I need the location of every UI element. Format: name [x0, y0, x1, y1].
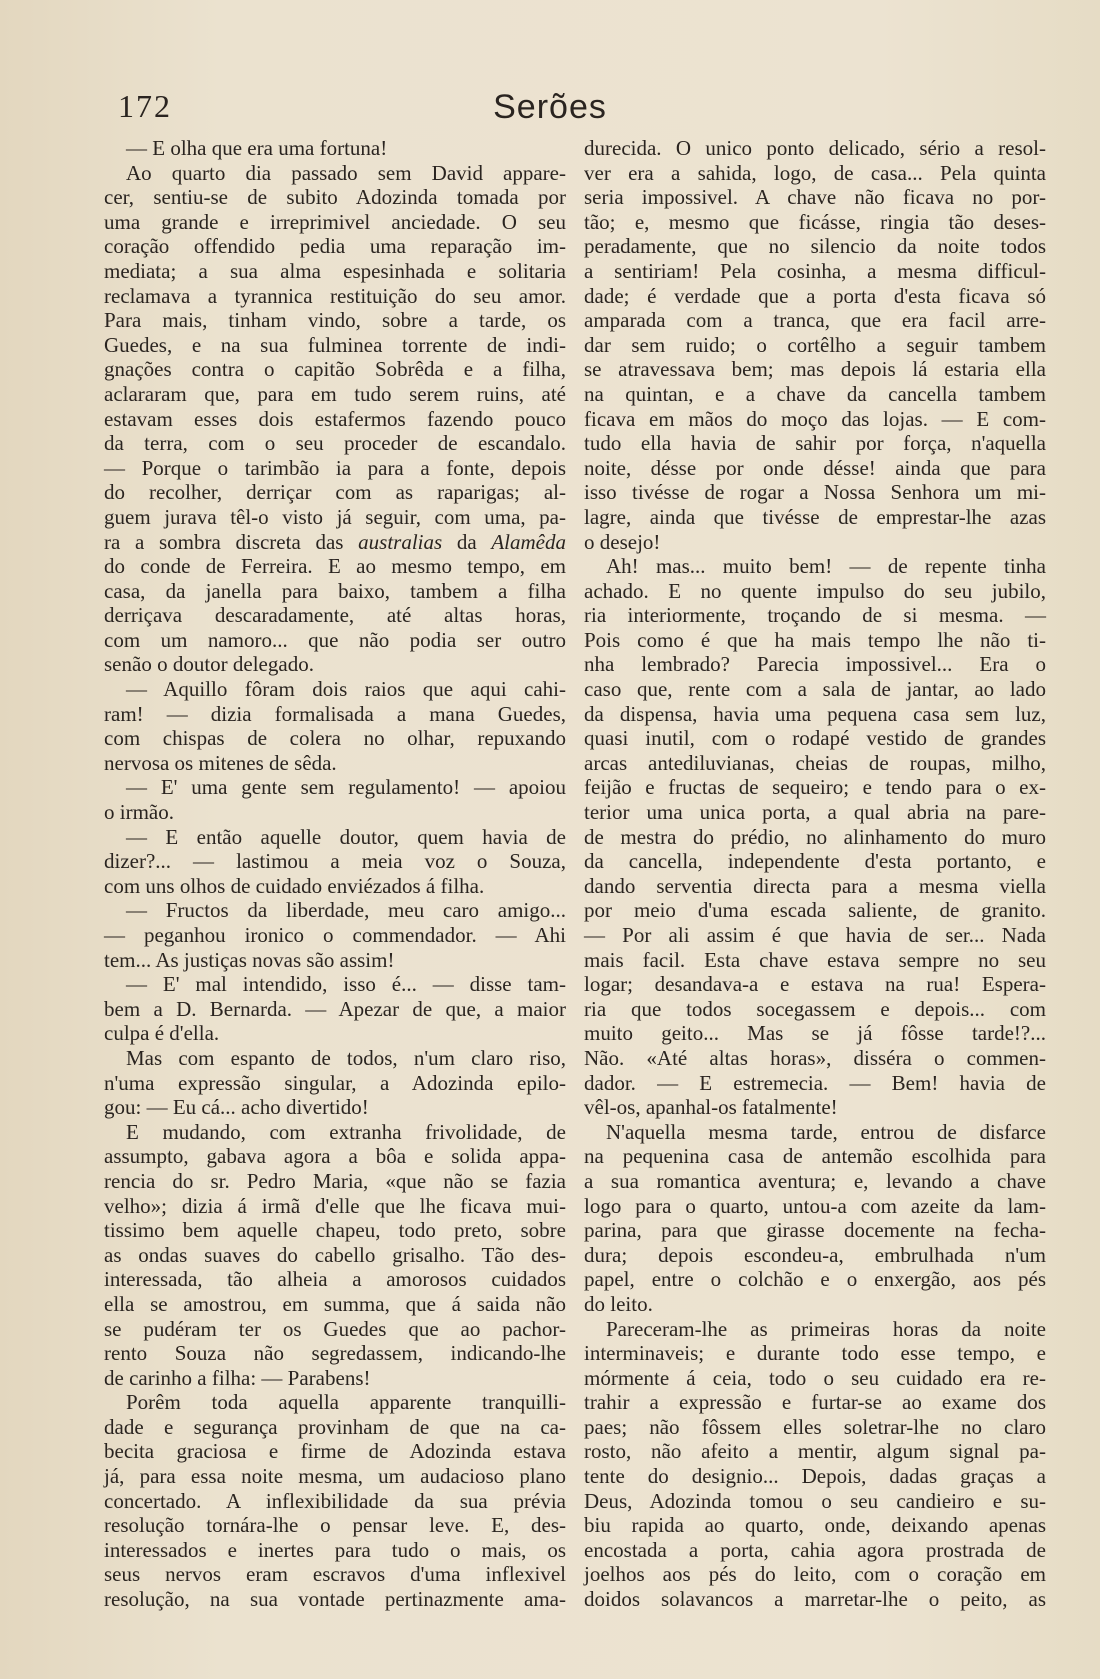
text-run: — Porque o tarimbão ia para a fonte, depois: [104, 455, 566, 480]
text-run: joelhos aos pés do leito, com o coração em: [584, 1562, 1046, 1587]
text-run: Para mais, tinham vindo, sobre a tarde, os: [104, 308, 566, 333]
text-line: [104, 1046, 566, 1071]
text-line: [584, 505, 1046, 530]
text-line: [584, 1120, 1046, 1145]
text-run: derriçava descaradamente, até altas horas,: [104, 603, 566, 628]
text-run: resolução tornára-lhe o pensar leve. E, des-: [104, 1513, 566, 1538]
text-line: [584, 603, 1046, 628]
text-run: mais facil. Esta chave estava sempre no seu: [584, 947, 1046, 972]
text-line: [584, 1390, 1046, 1415]
text-line: [584, 1218, 1046, 1243]
text-run: ella se amostrou, em summa, que á saida não: [104, 1291, 566, 1316]
text-run: do recolher, derriçar com as raparigas; al-: [104, 480, 566, 505]
text-line: [104, 284, 566, 309]
text-run: achado. E no quente impulso do seu jubilo,: [584, 578, 1046, 603]
text-line: [584, 554, 1046, 579]
text-line: [104, 579, 566, 604]
text-line: [584, 726, 1046, 751]
text-run: tão; e, mesmo que ficásse, ringia tão deses-: [584, 209, 1046, 234]
text-line: [104, 1390, 566, 1415]
text-run: becita graciosa e firme de Adozinda estava: [104, 1439, 566, 1464]
text-run: papel, entre o colchão e o enxergão, aos pés: [584, 1267, 1046, 1292]
text-line: [104, 407, 566, 432]
text-line: [104, 185, 566, 210]
text-run: Guedes, e na sua fulminea torrente de indi-: [104, 332, 566, 357]
text-line: [584, 1267, 1046, 1292]
text-run: Ao quarto dia passado sem David appare-: [126, 160, 566, 185]
text-line: [104, 382, 566, 407]
text-line: [104, 972, 566, 997]
text-run: por meio d'uma escada saliente, de granito.: [584, 898, 1046, 923]
text-run: logo para o quarto, untou-a com azeite da lam-: [584, 1193, 1046, 1218]
text-line: [104, 1366, 566, 1391]
text-line: [104, 775, 566, 800]
text-run: assumpto, gabava agora a bôa e solida appa-: [104, 1144, 566, 1169]
italic-text: australias: [358, 529, 443, 554]
text-run: parina, para que girasse docemente na fecha-: [584, 1218, 1046, 1243]
text-line: [584, 1415, 1046, 1440]
text-line: [104, 1071, 566, 1096]
text-run: arcas antediluvianas, cheias de roupas, milho,: [584, 750, 1046, 775]
text-run: encostada a porta, cahia agora prostrada de: [584, 1537, 1046, 1562]
text-line: [584, 702, 1046, 727]
text-run: dizer?... — lastimou a meia voz o Souza,: [104, 849, 566, 874]
text-run: interminaveis; e durante todo esse tempo, e: [584, 1341, 1046, 1366]
text-run: cer, sentiu-se de subito Adozinda tomada por: [104, 185, 566, 210]
text-run: de mestra do prédio, no alinhamento do muro: [584, 824, 1046, 849]
text-line: [104, 603, 566, 628]
text-line: [584, 677, 1046, 702]
text-line: [104, 554, 566, 579]
text-column-left: [104, 136, 566, 1612]
text-run: aclararam que, para em tudo serem ruins, até: [104, 381, 566, 406]
text-line: [584, 382, 1046, 407]
text-run: Não. «Até altas horas», disséra o commen-: [584, 1045, 1046, 1070]
text-line: [584, 1489, 1046, 1514]
text-line: [104, 825, 566, 850]
text-line: [104, 1562, 566, 1587]
text-line: [104, 1317, 566, 1342]
text-run: mediata; a sua alma espesinhada e solitaria: [104, 258, 566, 283]
text-run: Pareceram-lhe as primeiras horas da noite: [606, 1316, 1046, 1341]
text-line: [584, 1587, 1046, 1612]
text-run: a sua romantica aventura; e, levando a chave: [584, 1168, 1046, 1193]
text-line: [584, 1243, 1046, 1268]
text-line: [584, 530, 1046, 555]
text-run: E mudando, com extranha frivolidade, de: [126, 1119, 566, 1144]
text-run: tem... As justiças novas são assim!: [104, 947, 395, 972]
text-run: as ondas suaves do cabello grisalho. Tão des-: [104, 1242, 566, 1267]
text-run: — E olha que era uma fortuna!: [126, 136, 388, 160]
text-line: [104, 530, 566, 555]
text-line: [104, 234, 566, 259]
text-run: ra a sombra discreta das: [104, 529, 359, 554]
text-run: ficava em mãos do moço das lojas. — E com-: [584, 406, 1046, 431]
italic-text: Alamêda: [491, 529, 567, 554]
text-line: [104, 1513, 566, 1538]
text-run: — Por ali assim é que havia de ser... Nada: [584, 923, 1046, 947]
text-line: [104, 505, 566, 530]
text-line: [104, 161, 566, 186]
text-run: ria interiormente, troçando de si mesma. —: [584, 603, 1046, 628]
text-run: seria impossivel. A chave não ficava no por-: [584, 185, 1046, 210]
text-run: vêl-os, apanhal-os fatalmente!: [584, 1095, 838, 1120]
text-line: [104, 1194, 566, 1219]
text-line: [584, 136, 1046, 161]
text-run: o irmão.: [104, 800, 174, 825]
text-line: [584, 1366, 1046, 1391]
text-line: [584, 1538, 1046, 1563]
text-line: [584, 800, 1046, 825]
text-line: [584, 874, 1046, 899]
text-run: uma grande e irreprimivel anciedade. O seu: [104, 209, 566, 234]
text-line: [584, 652, 1046, 677]
text-run: n'uma expressão singular, a Adozinda epilo-: [104, 1070, 566, 1095]
text-line: [584, 1439, 1046, 1464]
text-line: [104, 431, 566, 456]
text-run: resolução, na sua vontade pertinazmente ama-: [104, 1587, 566, 1612]
text-run: — Fructos da liberdade, meu caro amigo...: [126, 898, 566, 923]
text-run: feijão e fructas de sequeiro; e tendo para o ex-: [584, 775, 1046, 800]
text-run: reclamava a tyrannica restituição do seu amor.: [104, 283, 566, 308]
text-line: [584, 579, 1046, 604]
text-line: [104, 702, 566, 727]
text-run: com uns olhos de cuidado enviézados á filha.: [104, 873, 485, 898]
text-run: dura; depois escondeu-a, embrulhada n'um: [584, 1242, 1046, 1267]
text-line: [584, 456, 1046, 481]
text-run: rento Souza não segredassem, indicando-lhe: [104, 1341, 566, 1366]
text-line: [104, 357, 566, 382]
text-line: [584, 1292, 1046, 1317]
text-run: paes; não fôssem elles soletrar-lhe no claro: [584, 1414, 1046, 1439]
text-line: [584, 185, 1046, 210]
text-run: N'aquella mesma tarde, entrou de disfarce: [606, 1119, 1046, 1144]
text-run: com chispas de colera no olhar, repuxando: [104, 726, 566, 751]
text-line: [584, 825, 1046, 850]
text-line: [584, 1021, 1046, 1046]
text-run: nha lembrado? Parecia impossivel... Era o: [584, 652, 1046, 677]
text-line: [584, 628, 1046, 653]
text-run: ram! — dizia formalisada a mana Guedes,: [104, 701, 566, 726]
text-run: da cancella, independente d'esta portanto, e: [584, 849, 1046, 874]
text-line: [104, 1218, 566, 1243]
text-run: Pois como é que ha mais tempo lhe não ti-: [584, 627, 1046, 652]
text-run: rencia do sr. Pedro Maria, «que não se fazia: [104, 1168, 566, 1193]
text-line: [584, 1071, 1046, 1096]
text-line: [104, 1464, 566, 1489]
text-run: dando serventia directa para a mesma viella: [584, 873, 1046, 898]
text-line: [584, 333, 1046, 358]
text-run: do conde de Ferreira. E ao mesmo tempo, em: [104, 554, 566, 579]
text-line: [584, 431, 1046, 456]
text-run: do leito.: [584, 1291, 653, 1316]
text-run: se atravessava bem; mas depois lá estaria ella: [584, 357, 1046, 382]
text-run: — E' uma gente sem regulamento! — apoiou: [126, 775, 566, 800]
text-line: [104, 923, 566, 948]
text-line: [584, 997, 1046, 1022]
text-run: dar sem ruido; o cortêlho a seguir tambem: [584, 332, 1046, 357]
text-line: [584, 480, 1046, 505]
text-line: [584, 1169, 1046, 1194]
text-line: [584, 234, 1046, 259]
text-run: dade e segurança provinham de que na ca-: [104, 1414, 566, 1439]
text-run: noite, désse por onde désse! ainda que para: [584, 455, 1046, 480]
text-run: dade; é verdade que a porta d'esta ficava só: [584, 283, 1046, 308]
text-line: [104, 1095, 566, 1120]
text-run: ver era a sahida, logo, de casa... Pela quinta: [584, 160, 1046, 185]
text-run: interessados e inertes para tudo o mais, os: [104, 1537, 566, 1562]
text-run: Porêm toda aquella apparente tranquilli-: [126, 1390, 566, 1415]
text-line: [584, 898, 1046, 923]
text-run: — peganhou ironico o commendador. — Ahi: [104, 923, 566, 947]
text-line: [584, 308, 1046, 333]
text-line: [584, 1095, 1046, 1120]
text-run: senão o doutor delegado.: [104, 652, 314, 677]
text-run: velho»; dizia á irmã d'elle que lhe ficava mui-: [104, 1193, 566, 1218]
text-run: — Aquillo fôram dois raios que aqui cahi-: [126, 677, 566, 702]
text-line: [104, 136, 566, 161]
text-line: [104, 800, 566, 825]
text-run: mórmente á ceia, todo o seu cuidado era re-: [584, 1365, 1046, 1390]
text-run: caso que, rente com a sala de jantar, ao lado: [584, 677, 1046, 702]
text-run: na quintan, e a chave da cancella tambem: [584, 381, 1046, 406]
text-line: [104, 1169, 566, 1194]
text-run: tissimo bem aquelle chapeu, todo preto, sobre: [104, 1218, 566, 1243]
text-line: [104, 751, 566, 776]
text-run: — E' mal intendido, isso é... — disse tam-: [126, 972, 566, 997]
text-run: a sentiriam! Pela cosinha, a mesma difficul-: [584, 258, 1046, 283]
text-run: logar; desandava-a e estava na rua! Espera-: [584, 972, 1046, 997]
text-column-right: [584, 136, 1046, 1612]
text-line: [584, 357, 1046, 382]
text-run: com um namoro... que não podia ser outro: [104, 627, 566, 652]
text-line: [104, 948, 566, 973]
text-line: [104, 1341, 566, 1366]
text-run: estavam esses dois estafermos fazendo pouco: [104, 406, 566, 431]
text-line: [104, 1243, 566, 1268]
text-line: [104, 1415, 566, 1440]
text-run: trahir a expressão e furtar-se ao exame dos: [584, 1390, 1046, 1415]
text-line: [104, 1292, 566, 1317]
text-line: [584, 775, 1046, 800]
text-run: terior uma unica porta, a qual abria na pare-: [584, 800, 1046, 825]
text-line: [104, 259, 566, 284]
text-run: da terra, com o seu proceder de escandalo.: [104, 431, 566, 456]
text-line: [104, 1538, 566, 1563]
text-run: tudo ella havia de sahir por força, n'aquella: [584, 431, 1046, 456]
text-line: [104, 1489, 566, 1514]
text-run: da dispensa, havia uma pequena casa sem luz,: [584, 701, 1046, 726]
text-run: — E então aquelle doutor, quem havia de: [126, 824, 566, 849]
text-run: doidos solavancos a marretar-lhe o peito, as: [584, 1587, 1046, 1612]
text-line: [584, 923, 1046, 948]
text-line: [584, 1513, 1046, 1538]
text-run: nervosa os mitenes de sêda.: [104, 750, 337, 775]
text-line: [104, 1267, 566, 1292]
text-run: tente do designio... Depois, dadas graças a: [584, 1464, 1046, 1489]
text-run: guem jurava têl-o visto já seguir, com uma, pa-: [104, 504, 566, 529]
text-line: [104, 333, 566, 358]
text-line: [104, 1144, 566, 1169]
text-run: dador. — E estremecia. — Bem! havia de: [584, 1070, 1046, 1095]
text-run: bem a D. Bernarda. — Apezar de que, a maior: [104, 996, 566, 1021]
text-line: [104, 997, 566, 1022]
text-run: ria que todos socegassem e depois... com: [584, 996, 1046, 1021]
text-line: [584, 1144, 1046, 1169]
text-line: [104, 480, 566, 505]
text-line: [104, 1587, 566, 1612]
text-line: [104, 308, 566, 333]
text-line: [104, 726, 566, 751]
text-run: de carinho a filha: — Parabens!: [104, 1365, 371, 1390]
text-line: [104, 1021, 566, 1046]
text-run: casa, da janella para baixo, tambem a filha: [104, 578, 566, 603]
text-line: [584, 972, 1046, 997]
text-line: [104, 210, 566, 235]
text-line: [584, 1194, 1046, 1219]
text-run: Deus, Adozinda tomou o seu candieiro e su-: [584, 1488, 1046, 1513]
text-run: durecida. O unico ponto delicado, sério a resol-: [584, 136, 1046, 160]
text-run: biu rapida ao quarto, onde, deixando apenas: [584, 1513, 1046, 1538]
text-run: peradamente, que no silencio da noite todos: [584, 234, 1046, 259]
text-line: [104, 898, 566, 923]
text-line: [104, 652, 566, 677]
text-line: [584, 161, 1046, 186]
text-run: já, para essa noite mesma, um audacioso plano: [104, 1464, 566, 1489]
text-run: gnações contra o capitão Sobrêda e a filha,: [104, 357, 566, 382]
text-run: se pudéram ter os Guedes que ao pachor-: [104, 1316, 566, 1341]
text-line: [584, 1341, 1046, 1366]
text-line: [104, 677, 566, 702]
text-line: [584, 849, 1046, 874]
text-run: Mas com espanto de todos, n'um claro riso,: [126, 1045, 566, 1070]
text-line: [584, 1317, 1046, 1342]
text-run: da: [442, 529, 492, 554]
text-line: [104, 628, 566, 653]
page-number: 172: [118, 88, 172, 124]
text-line: [104, 456, 566, 481]
text-line: [584, 1464, 1046, 1489]
text-run: rosto, não afeito a mentir, algum signal pa-: [584, 1439, 1046, 1464]
text-line: [104, 874, 566, 899]
text-run: o desejo!: [584, 529, 661, 554]
text-run: interessada, tão alheia a amorosos cuidados: [104, 1267, 566, 1292]
text-run: Ah! mas... muito bem! — de repente tinha: [606, 554, 1046, 579]
text-line: [584, 1562, 1046, 1587]
text-run: lagre, ainda que tivésse de emprestar-lhe azas: [584, 504, 1046, 529]
text-run: muito geito... Mas se já fôsse tarde!?...: [584, 1021, 1046, 1046]
running-title: Serões: [493, 88, 607, 126]
text-line: [584, 1046, 1046, 1071]
text-line: [104, 849, 566, 874]
text-line: [104, 1439, 566, 1464]
text-line: [584, 407, 1046, 432]
text-run: seus nervos eram escravos d'uma inflexivel: [104, 1562, 566, 1587]
text-run: isso tivésse de rogar a Nossa Senhora um mi-: [584, 480, 1046, 505]
text-run: concertado. A inflexibilidade da sua prévia: [104, 1488, 566, 1513]
text-line: [584, 210, 1046, 235]
text-line: [584, 284, 1046, 309]
text-line: [584, 948, 1046, 973]
text-run: coração offendido pedia uma reparação im-: [104, 234, 566, 259]
text-run: amparada com a tranca, que era facil arre-: [584, 308, 1046, 333]
text-run: na pequenina casa de antemão escolhida para: [584, 1144, 1046, 1169]
text-line: [584, 751, 1046, 776]
text-run: culpa é d'ella.: [104, 1021, 220, 1046]
text-run: quasi inutil, com o rodapé vestido de grandes: [584, 726, 1046, 751]
text-run: gou: — Eu cá... acho divertido!: [104, 1095, 369, 1120]
text-line: [104, 1120, 566, 1145]
text-line: [584, 259, 1046, 284]
